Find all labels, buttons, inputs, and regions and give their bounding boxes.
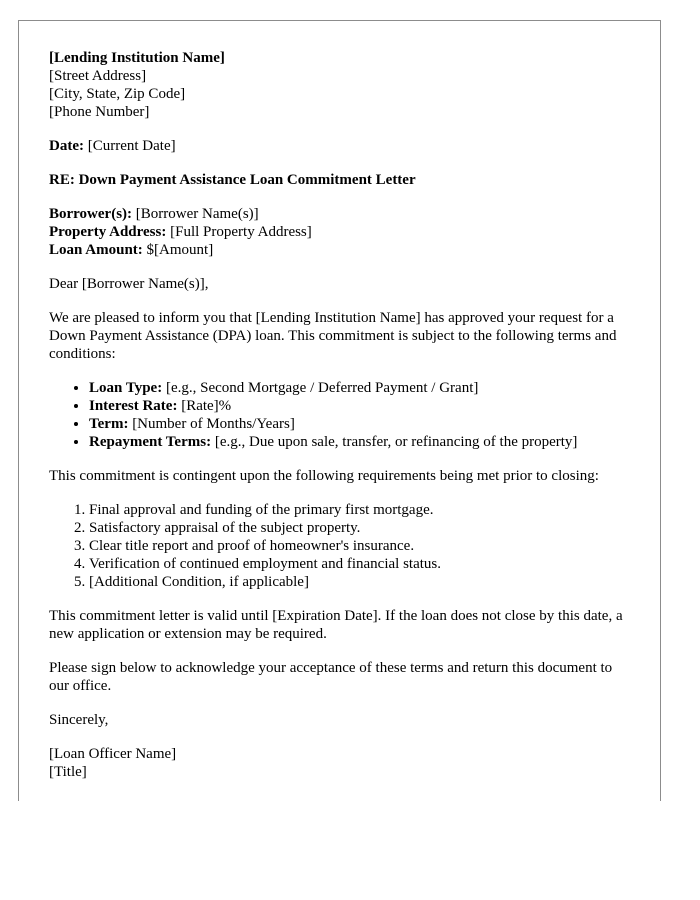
- property-value: [Full Property Address]: [170, 224, 312, 240]
- letter-page: [18, 20, 661, 801]
- term-label: Term:: [89, 416, 129, 432]
- date-value: [Current Date]: [87, 138, 176, 154]
- subject-line: [49, 171, 634, 189]
- list-item: [89, 415, 634, 433]
- term-label: Loan Type:: [89, 380, 163, 396]
- closing: Sincerely,: [49, 712, 109, 728]
- sender-address: [49, 49, 634, 121]
- terms-list: [49, 379, 634, 451]
- loan-officer-title: [Title]: [49, 764, 87, 780]
- term-value: [Rate]%: [181, 398, 232, 414]
- list-item: 4. Verification of continued employment and financial status.: [89, 555, 634, 573]
- subject-text: RE: Down Payment Assistance Loan Commitment Letter: [49, 172, 416, 188]
- letter-body: [49, 49, 634, 797]
- contingent-paragraph: This commitment is contingent upon the following requirements being met prior to closing:: [49, 468, 599, 484]
- date-line: [49, 137, 634, 155]
- intro-paragraph: We are pleased to inform you that [Lending Institution Name] has approved your request for a Down Payment Assistance (DPA) loan. This commitment is subject to the following terms and conditions:: [49, 310, 617, 362]
- borrower-line: [49, 205, 634, 223]
- term-value: [e.g., Due upon sale, transfer, or refinancing of the property]: [214, 434, 578, 450]
- property-line: [49, 223, 634, 241]
- amount-value: $[Amount]: [146, 242, 214, 258]
- list-item: 5. [Additional Condition, if applicable]: [89, 573, 634, 591]
- requirements-list: [49, 501, 634, 591]
- institution-name: [Lending Institution Name]: [49, 50, 225, 66]
- list-item: 1. Final approval and funding of the primary first mortgage.: [89, 501, 634, 519]
- sign-paragraph: Please sign below to acknowledge your acceptance of these terms and return this document to our office.: [49, 660, 613, 694]
- list-item: 2. Satisfactory appraisal of the subject property.: [89, 519, 634, 537]
- amount-line: [49, 241, 634, 259]
- term-label: Interest Rate:: [89, 398, 178, 414]
- borrower-label: Borrower(s):: [49, 206, 133, 222]
- list-item: [89, 397, 634, 415]
- amount-label: Loan Amount:: [49, 242, 143, 258]
- salutation: Dear [Borrower Name(s)],: [49, 276, 209, 292]
- loan-officer-name: [Loan Officer Name]: [49, 746, 177, 762]
- signature-block: [49, 745, 634, 781]
- property-label: Property Address:: [49, 224, 167, 240]
- term-value: [Number of Months/Years]: [132, 416, 295, 432]
- list-item: 3. Clear title report and proof of homeowner's insurance.: [89, 537, 634, 555]
- list-item: [89, 379, 634, 397]
- term-label: Repayment Terms:: [89, 434, 212, 450]
- phone-number: [Phone Number]: [49, 104, 150, 120]
- borrower-value: [Borrower Name(s)]: [135, 206, 259, 222]
- street-address: [Street Address]: [49, 68, 147, 84]
- date-label: Date:: [49, 138, 84, 154]
- list-item: [89, 433, 634, 451]
- city-state-zip: [City, State, Zip Code]: [49, 86, 186, 102]
- term-value: [e.g., Second Mortgage / Deferred Payment / Grant]: [165, 380, 479, 396]
- validity-paragraph: This commitment letter is valid until [Expiration Date]. If the loan does not close by this date, a new application or extension may be required.: [49, 608, 623, 642]
- loan-details: [49, 205, 634, 259]
